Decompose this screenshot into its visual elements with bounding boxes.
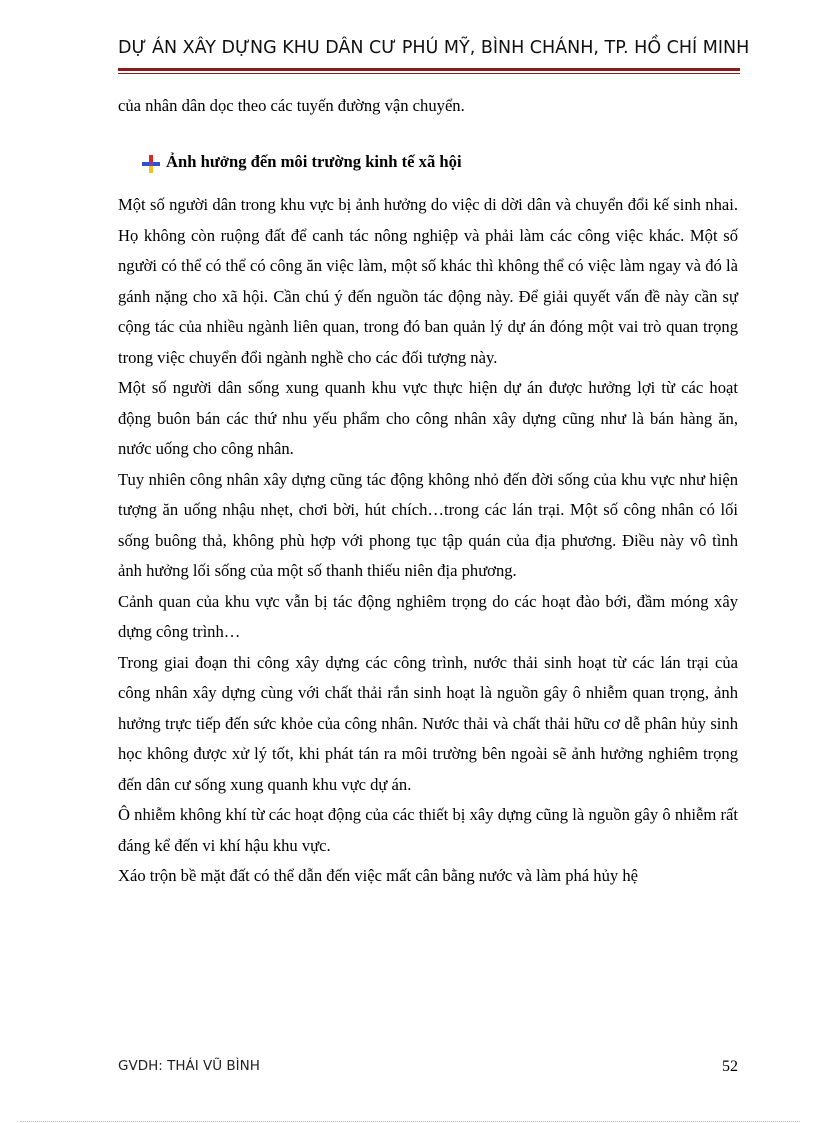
paragraph-7: Xáo trộn bề mặt đất có thể dẫn đến việc mất cân bằng nước và làm phá hủy hệ bbox=[118, 866, 639, 885]
paragraph-4: Cảnh quan của khu vực vẫn bị tác động nghiêm trọng do các hoạt đào bới, đầm móng xây dựng công trình… bbox=[118, 591, 738, 641]
paragraph-3: Tuy nhiên công nhân xây dựng cũng tác động không nhỏ đến đời sống của khu vực như hiện tượng ăn uống nhậu nhẹt, chơi bời, hút chích…trong các lán trại. Một số công nhân có lối sống buông thả, không phù hợp với phong tục tập quán của địa phương. Điều này vô tình ảnh hưởng lối sống của một số thanh thiếu niên địa phương. bbox=[118, 469, 738, 580]
paragraph-1: Một số người dân trong khu vực bị ảnh hưởng do việc di dời dân và chuyển đổi kế sinh nhai. Họ không còn ruộng đất để canh tác nông nghiệp và phải làm các công việc khác. Một số người có thể có thể có công ăn việc làm, một số khác thì không thể có việc làm ngay và đó là gánh nặng cho xã hội. Cần chú ý đến nguồn tác động này. Để giải quyết vấn đề này cần sự cộng tác của nhiều ngành liên quan, trong đó ban quản lý dự án đóng một vai trò quan trọng trong việc chuyển đổi ngành nghề cho các đối tượng này. bbox=[118, 195, 738, 367]
plus-cross-bullet-icon bbox=[142, 153, 160, 171]
page-header-title: DỰ ÁN XÂY DỰNG KHU DÂN CƯ PHÚ MỸ, BÌNH CHÁNH, TP. HỒ CHÍ MINH bbox=[118, 38, 750, 58]
section-heading bbox=[142, 147, 738, 178]
paragraph-2: Một số người dân sống xung quanh khu vực thực hiện dự án được hưởng lợi từ các hoạt động buôn bán các thứ nhu yếu phẩm cho công nhân xây dựng cũng như là bán hàng ăn, nước uống cho công nhân. bbox=[118, 378, 738, 458]
footer-dotted-border bbox=[20, 1121, 800, 1122]
page-number: 52 bbox=[722, 1058, 738, 1075]
paragraph-6: Ô nhiễm không khí từ các hoạt động của các thiết bị xây dựng cũng là nguồn gây ô nhiễm rất đáng kể đến vi khí hậu khu vực. bbox=[118, 805, 738, 855]
footer-author: GVDH: THÁI VŨ BÌNH bbox=[118, 1058, 260, 1074]
header-rule-thin bbox=[118, 73, 740, 74]
section-heading-text: Ảnh hưởng đến môi trường kinh tế xã hội bbox=[166, 151, 462, 171]
header-rule-thick bbox=[118, 68, 740, 71]
paragraph-5: Trong giai đoạn thi công xây dựng các công trình, nước thải sinh hoạt từ các lán trại của công nhân xây dựng cùng với chất thải rắn sinh hoạt là nguồn gây ô nhiễm quan trọng, ảnh hưởng trực tiếp đến sức khỏe của công nhân. Nước thải và chất thải hữu cơ dễ phân hủy sinh học không được xử lý tốt, khi phát tán ra môi trường bên ngoài sẽ ảnh hưởng nghiêm trọng đến dân cư sống xung quanh khu vực dự án. bbox=[118, 652, 738, 794]
intro-paragraph: của nhân dân dọc theo các tuyến đường vận chuyển. bbox=[118, 96, 465, 115]
document-body bbox=[118, 91, 738, 892]
